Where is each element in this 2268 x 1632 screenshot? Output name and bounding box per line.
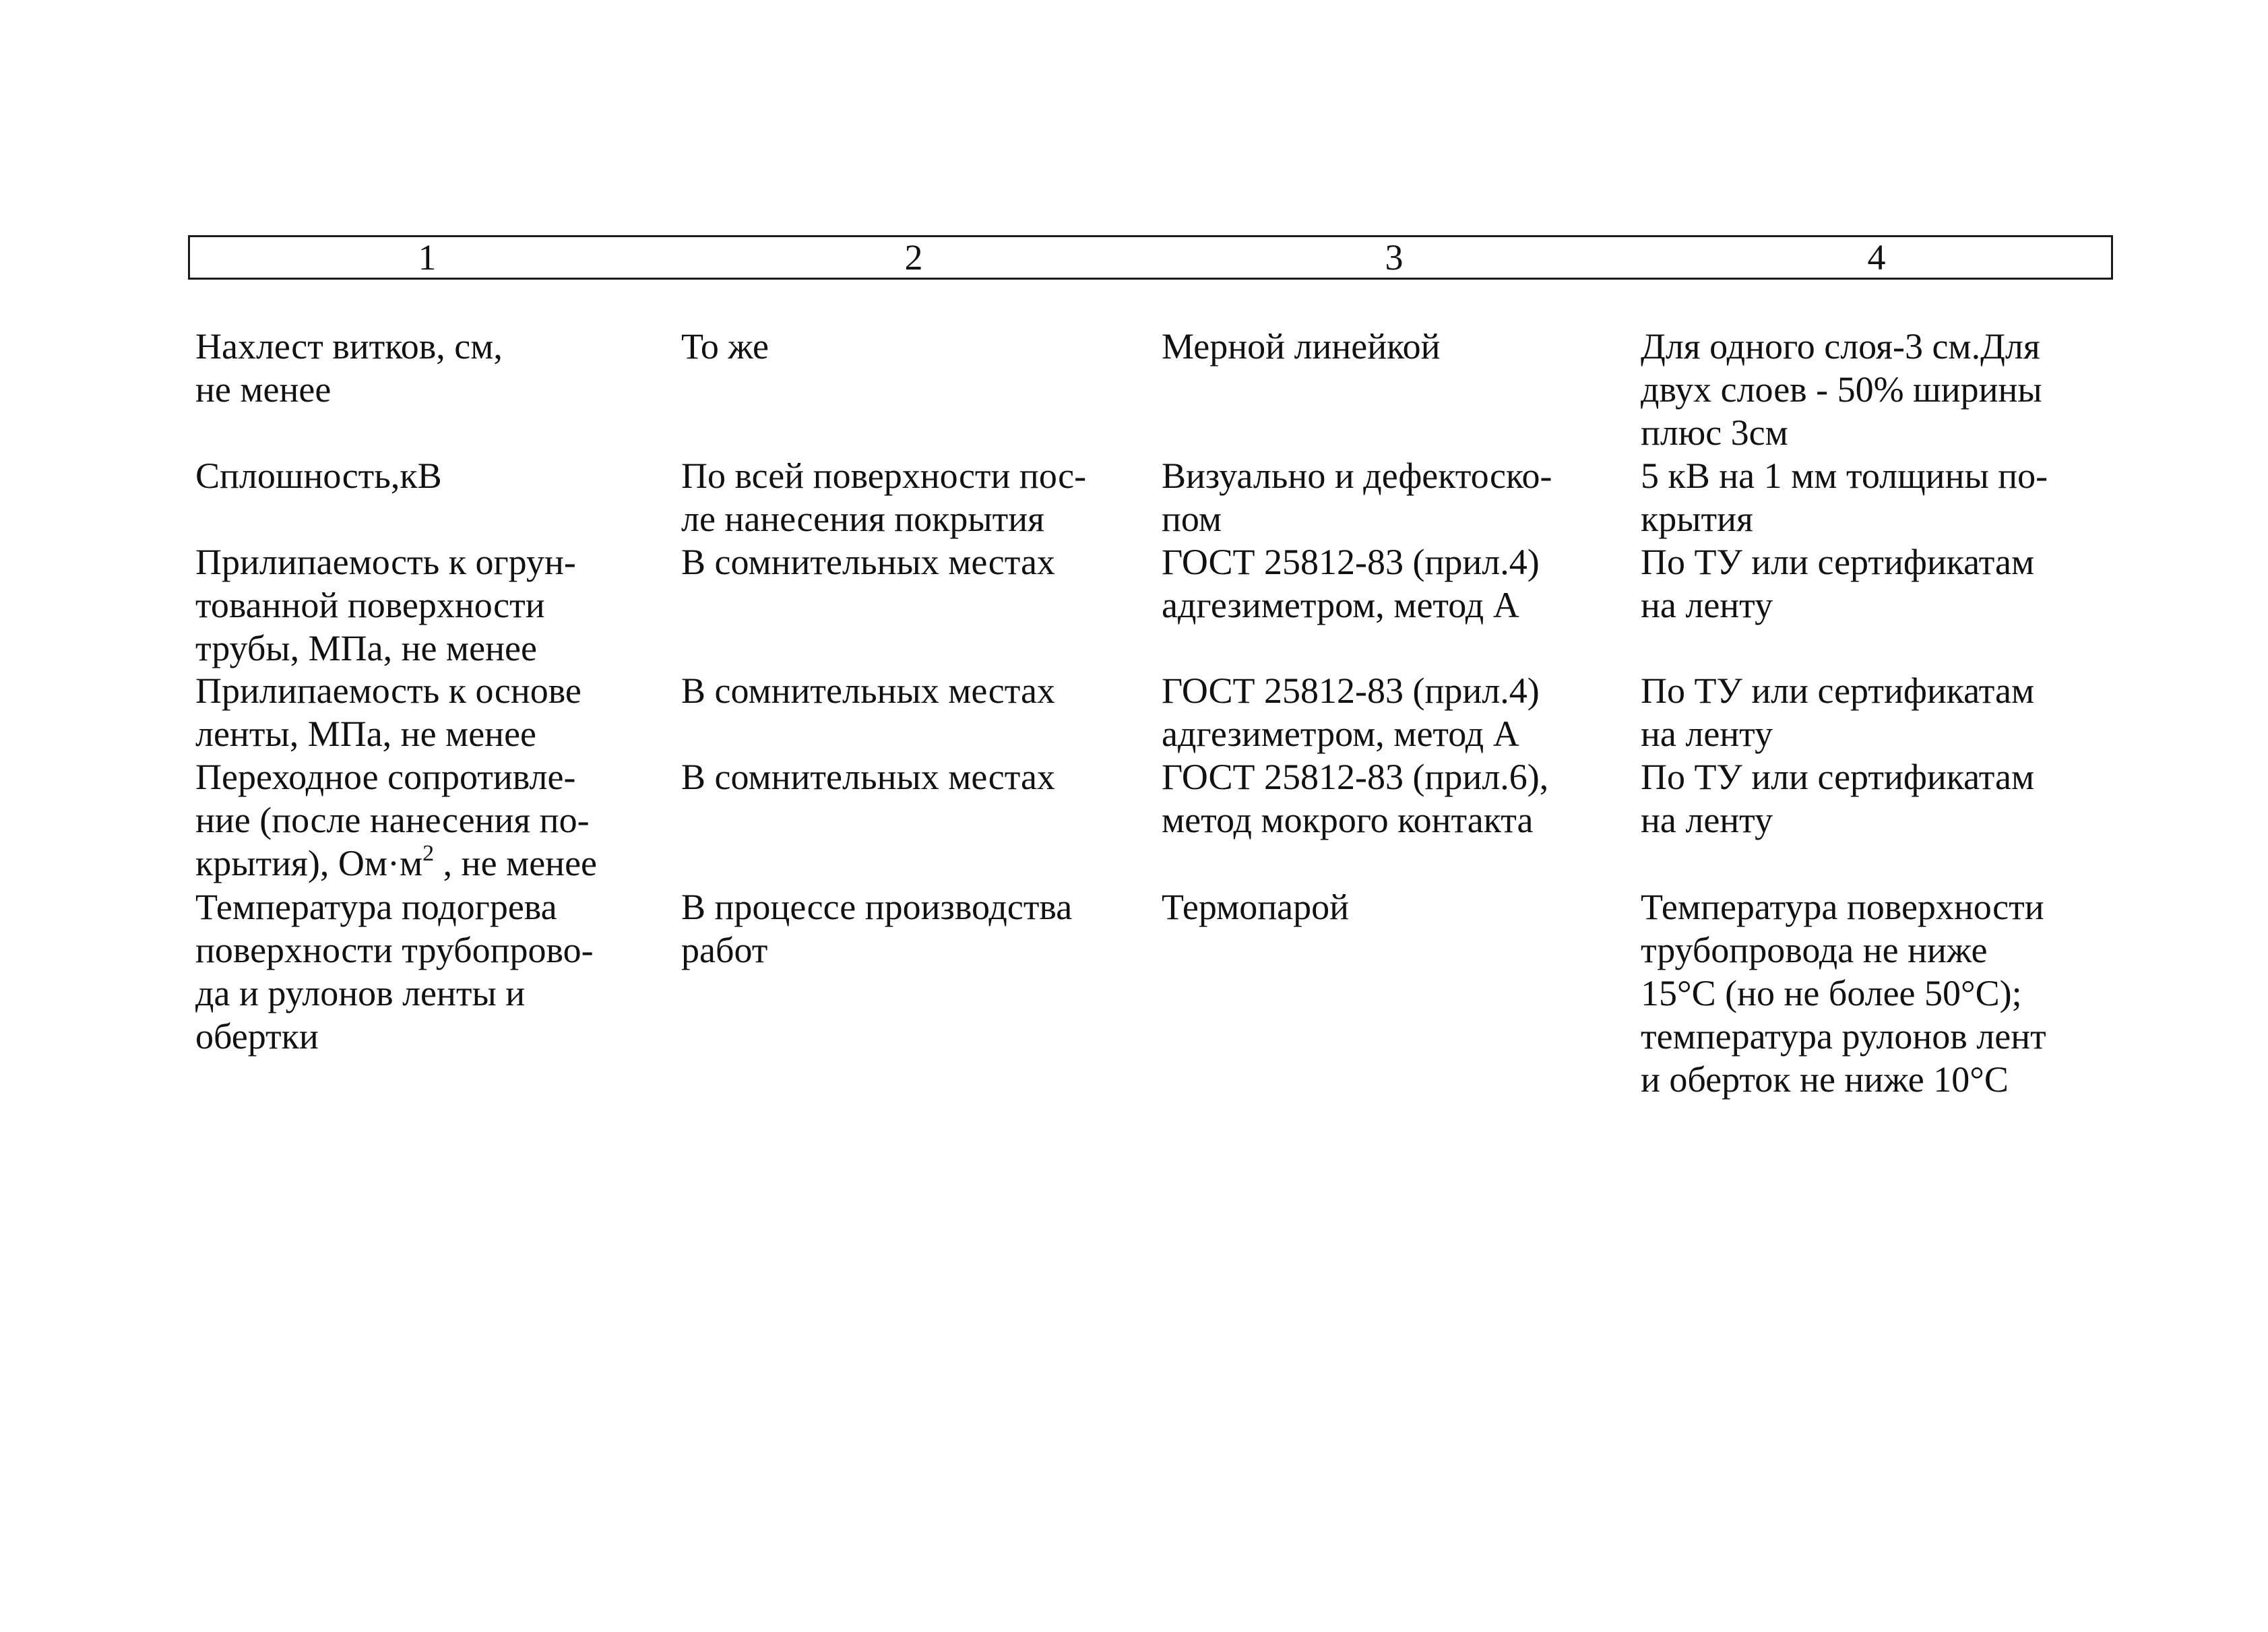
- row2-scope: По всей поверхности пос- ле нанесения покрытия: [681, 456, 1087, 539]
- row6-scope: В процессе производства работ: [681, 887, 1073, 970]
- table-header-row: [188, 235, 2113, 280]
- row1-parameter: Нахлест витков, см, не менее: [195, 326, 503, 410]
- row2-parameter: Сплошность,кВ: [195, 456, 442, 496]
- row4-method: ГОСТ 25812-83 (прил.4) адгезиметром, метод А: [1162, 670, 1540, 754]
- row5-scope: В сомнительных местах: [681, 757, 1055, 797]
- row4-parameter: Прилипаемость к основе ленты, МПа, не менее: [195, 670, 581, 754]
- header-cell-1: 1: [418, 237, 437, 278]
- row5-requirement: По ТУ или сертификатам на ленту: [1641, 757, 2035, 840]
- row5-parameter-line2: ние (после нанесения по-: [195, 800, 590, 840]
- row5-parameter: [195, 755, 597, 885]
- header-cell-2: 2: [904, 237, 923, 278]
- header-cell-4: 4: [1867, 237, 1886, 278]
- row6-parameter: Температура подогрева поверхности трубопрово- да и рулонов ленты и обертки: [195, 887, 594, 1057]
- row2-method: Визуально и дефектоско- пом: [1162, 456, 1552, 539]
- row1-method: Мерной линейкой: [1162, 326, 1441, 367]
- row6-requirement: Температура поверхности трубопровода не ниже 15°С (но не более 50°С); температура рулонов лент и оберток не ниже 10°С: [1641, 887, 2046, 1100]
- header-cell-3: 3: [1385, 237, 1404, 278]
- row4-scope: В сомнительных местах: [681, 670, 1055, 711]
- row1-scope: То же: [681, 326, 769, 367]
- row6-method: Термопарой: [1162, 887, 1350, 927]
- row5-parameter-line3b: , не менее: [434, 843, 598, 883]
- row5-parameter-superscript: 2: [422, 841, 435, 866]
- row5-parameter-line3a: крытия), Ом·м: [195, 843, 423, 883]
- row3-parameter: Прилипаемость к огрун- тованной поверхности трубы, МПа, не менее: [195, 542, 576, 668]
- row1-requirement: Для одного слоя-3 см.Для двух слоев - 50% ширины плюс 3см: [1641, 326, 2042, 453]
- row2-requirement: 5 кВ на 1 мм толщины по- крытия: [1641, 456, 2048, 539]
- row3-method: ГОСТ 25812-83 (прил.4) адгезиметром, метод А: [1162, 542, 1540, 625]
- row3-requirement: По ТУ или сертификатам на ленту: [1641, 542, 2035, 625]
- row3-scope: В сомнительных местах: [681, 542, 1055, 582]
- row5-method: ГОСТ 25812-83 (прил.6), метод мокрого контакта: [1162, 757, 1549, 840]
- row4-requirement: По ТУ или сертификатам на ленту: [1641, 670, 2035, 754]
- row5-parameter-line1: Переходное сопротивле-: [195, 757, 576, 797]
